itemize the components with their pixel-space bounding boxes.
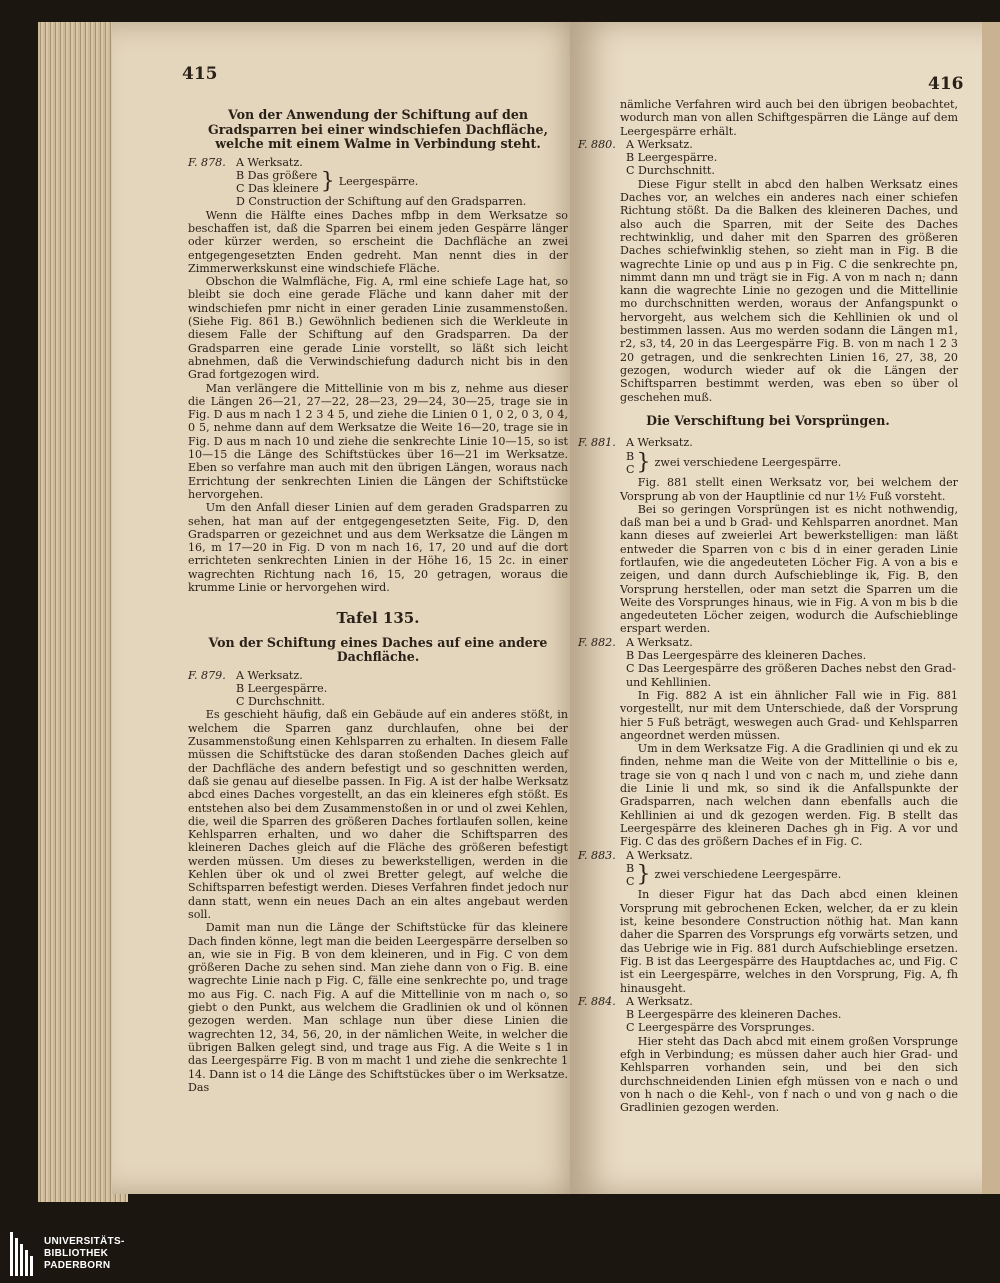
figure-883-entry: [578, 849, 958, 862]
section-title: Von der Anwendung der Schiftung auf den Gradsparren bei einer windschiefen Dachfläche, welche mit einem Walme in Verbindung steht.: [208, 107, 548, 151]
paragraph: Um in dem Werksatze Fig. A die Gradlinien qi und ek zu finden, nehme man die Weite von der Mittellinie o bis e, trage sie von q nach l und von c nach m, und ziehe dann die Linie li und mk, so sind ik die Anfallspunkte der Gradsparren, nach welchen dann ebenfalls auch die Kehllinien ai und dk gezogen werden. Fig. B stellt das Leergespärre des kleineren Daches gh in Fig. A vor und Fig. C das des größern Daches ef in Fig. C.: [620, 742, 958, 849]
figure-label: F. 878.: [188, 155, 226, 169]
figure-brace-group: [578, 862, 958, 889]
logo-line: UNIVERSITÄTS-: [44, 1236, 125, 1247]
figure-item: A Werksatz.: [626, 137, 693, 151]
figure-item: C Durchschnitt.: [626, 164, 715, 178]
page-number: 416: [928, 74, 964, 94]
figure-880-entry: [578, 138, 958, 151]
paragraph: Es geschieht häufig, daß ein Gebäude auf ein anderes stößt, in welchem die Sparren ganz durchlaufen, ohne bei der Zusammenstoßung einen Kehlsparren zu erhalten. In diesem Falle müssen die Schiftstücke des daran stoßenden Daches gleich auf der Dachfläche des andern befestigt und so geschnitten werden, daß sie genau auf dieselbe passen. In Fig. A ist der halbe Werksatz abcd eines Daches vorgestellt, an das ein kleineres efgh stößt. Es entstehen also bei dem Zusammenstoßen in or und ol zwei Kehlen, die, weil die Sparren des größeren Daches fortlaufen sollen, keine Kehlsparren erhalten, und wo daher die Schiftsparren des kleineren Daches gleich auf die Fläche des größeren befestigt werden müssen. Um dieses zu bewerkstelligen, werden in die Kehlen über ok und ol zwei Bretter gelegt, auf welche die Schiftsparren befestigt werden. Dieses Verfahren findet jedoch nur dann statt, wenn ein neues Dach an ein altes angebaut werden soll.: [188, 708, 568, 921]
figure-item: B Leergespärre des kleineren Daches.: [626, 1008, 842, 1022]
figure-878-entry: [188, 156, 568, 169]
library-logo-text: [44, 1236, 125, 1272]
paragraph: Wenn die Hälfte eines Daches mfbp in dem Werksatze so beschaffen ist, daß die Sparren bei einem jeden Gespärre länger oder kürzer werden, so erscheint die Dachfläche an zwei entgegengesetzten Enden gedreht. Man nennt dies in der Zimmerwerkskunst eine windschiefe Fläche.: [188, 208, 568, 275]
figure-brace-group: [578, 450, 958, 477]
logo-line: PADERBORN: [44, 1260, 111, 1271]
paragraph: Obschon die Walmfläche, Fig. A, rml eine schiefe Lage hat, so bleibt sie doch eine gerade Fläche und kann daher mit der windschiefen pmr nicht in einer geraden Linie zusammenstoßen. (Siehe Fig. 861 B.) Gewöhnlich bedienen sich die Werkleute in diesem Falle der Schiftung auf den Gradsparren. Da der Gradsparren eine gerade Linie vorstellt, so läßt sich leicht abnehmen, daß die Verwindschiefung dadurch nicht bis in den Grad fortgezogen wird.: [188, 275, 568, 382]
figure-item: C Das Leergespärre des größeren Daches nebst den Grad- und Kehllinien.: [626, 662, 956, 689]
paragraph: Bei so geringen Vorsprüngen ist es nicht nothwendig, daß man bei a und b Grad- und Kehlsparren anordnet. Man kann dieses auf zweierlei Art bewerkstelligen: man läßt entweder die Sparren von c bis d in einer geraden Linie fortlaufen, wie die angedeuteten Löcher Fig. A von a bis e zeigen, und dann durch Aufschieblinge ik, Fig. B, den Vorsprung herstellen, oder man setzt die Sparren um die Weite des Vorsprunges hinaus, wie in Fig. A von m bis b die angedeuteten Löcher zeigen, wodurch die Aufschieblinge erspart werden.: [620, 502, 958, 636]
right-page: [570, 22, 992, 1194]
brace-label: zwei verschiedene Leergespärre.: [654, 456, 842, 470]
brace-symbol: }: [636, 449, 651, 475]
figure-item: C Das kleinere: [236, 182, 319, 196]
figure-884-entry: [578, 995, 958, 1008]
figure-item: A Werksatz.: [626, 635, 693, 649]
paragraph: Fig. 881 stellt einen Werksatz vor, bei welchem der Vorsprung ab von der Hauptlinie cd nur 1½ Fuß vorsteht.: [620, 476, 958, 503]
figure-879-entry: [188, 669, 568, 682]
figure-item: B: [626, 861, 635, 875]
right-column: [578, 98, 958, 1114]
figure-brace-group: [188, 169, 568, 196]
paragraph: In dieser Figur hat das Dach abcd einen kleinen Vorsprung mit gebrochenen Ecken, welcher, da er zu klein ist, keine besondere Construction nöthig hat. Man kann daher die Sparren des Vorsprungs efg vorwärts setzen, und das Uebrige wie in Fig. 881 durch Aufschieblinge ersetzen. Fig. B ist das Leergespärre des Hauptdaches ac, und Fig. C ist ein Leergespärre, welches in den Vorsprung, Fig. A, fh hinausgeht.: [620, 888, 958, 995]
left-column: [188, 104, 568, 1094]
figure-label: F. 881.: [578, 436, 616, 450]
paragraph: nämliche Verfahren wird auch bei den übrigen beobachtet, wodurch man von allen Schiftgespärren die Länge auf dem Leergespärre erhält.: [620, 98, 958, 138]
figure-item: B: [626, 449, 635, 463]
figure-882-entry: [578, 636, 958, 649]
figure-item: B Leergespärre.: [236, 681, 328, 695]
brace-symbol: }: [636, 862, 651, 888]
figure-item: B Das größere: [236, 168, 318, 182]
figure-item: B Das Leergespärre des kleineren Daches.: [626, 649, 867, 663]
paragraph: Hier steht das Dach abcd mit einem großen Vorsprunge efgh in Verbindung; es müssen daher auch hier Grad- und Kehlsparren vorhanden sein, und bei den sich durchschneidenden Linien efgh müssen von e nach o und von h nach o die Kehl-, von f nach o und von g nach o die Gradlinien gezogen werden.: [620, 1034, 958, 1115]
figure-item: A Werksatz.: [626, 436, 693, 450]
figure-item: A Werksatz.: [626, 994, 693, 1008]
paragraph: Damit man nun die Länge der Schiftstücke für das kleinere Dach finden könne, legt man die beiden Leergespärre derselben so an, wie sie in Fig. B von dem kleineren, und in Fig. C von dem größeren Dache zu sehen sind. Man ziehe dann von o Fig. B. eine wagrechte Linie nach p Fig. C, fälle eine senkrechte po, und trage mo aus Fig. C. nach Fig. A auf die Mittellinie von m nach o, so giebt o den Punkt, aus welchem die Gradlinien ok und ol können gezogen werden. Man schlage nun über diese Linien die wagrechten 12, 34, 56, 20, in der nämlichen Weite, in welcher die übrigen Balken gelegt sind, und trage aus Fig. A die Weite s 1 in das Leergespärre Fig. B von m macht 1 und ziehe die senkrechte 1 14. Dann ist o 14 die Länge des Schiftstückes über o im Werksatze. Das: [188, 921, 568, 1094]
library-logo: [10, 1232, 125, 1276]
brace-symbol: }: [320, 169, 335, 195]
logo-line: BIBLIOTHEK: [44, 1248, 109, 1259]
figure-881-entry: [578, 436, 958, 449]
section-title: Von der Schiftung eines Daches auf eine andere Dachfläche.: [208, 634, 548, 665]
figure-item: A Werksatz.: [236, 155, 303, 169]
paragraph: Diese Figur stellt in abcd den halben Werksatz eines Daches vor, an welches ein anderes nach einer schiefen Richtung stößt. Da die Balken des kleineren Daches, und also auch die Sparren, mit der Seite des Daches rechtwinklig, und daher mit den Sparren des größeren Daches schiefwinklig stehen, so zieht man in Fig. B die wagrechte Linie op und aus p in Fig. C die senkrechte pn, nimmt dann mn und trägt sie in Fig. A von m nach n; dann kann die wagrechte Linie no gezogen und die Mittellinie mo durchschnitten werden, woraus der Anfangspunkt o hervorgeht, aus welchem sich die Kehllinien ok und ol bestimmen lassen. Aus mo werden sodann die Längen m1, r2, s3, t4, 20 in das Leergespärre Fig. B. von m nach 1 2 3 20 getragen, und die senkrechten Linien 16, 27, 38, 20 gezogen, wodurch wieder auf ok die Längen der Schiftsparren bestimmt werden, was eben so über ol geschehen muß.: [620, 177, 958, 404]
book-edge-right: [982, 22, 1000, 1194]
figure-item: C Leergespärre des Vorsprunges.: [626, 1021, 815, 1035]
plate-title: Tafel 135.: [336, 609, 420, 628]
paragraph: Um den Anfall dieser Linien auf dem geraden Gradsparren zu sehen, hat man auf der entgegengesetzten Seite, Fig. D, den Gradsparren or gezeichnet und aus dem Werksatze die Längen m 16, m 17—20 in Fig. D von m nach 16, 17, 20 und auf die dort errichteten senkrechten Linien in der Höhe 16, 15 2c. in einer wagrechten Richtung nach 16, 15, 20 getragen, woraus die krumme Linie or hervorgehen wird.: [188, 501, 568, 594]
figure-item: D Construction der Schiftung auf den Gradsparren.: [236, 195, 527, 209]
figure-item: A Werksatz.: [236, 668, 303, 682]
figure-label: F. 880.: [578, 137, 616, 151]
figure-item: C: [626, 462, 635, 476]
figure-label: F. 883.: [578, 848, 616, 862]
left-page: [112, 22, 584, 1194]
figure-item: C: [626, 875, 635, 889]
figure-label: F. 879.: [188, 668, 226, 682]
figure-item: A Werksatz.: [626, 848, 693, 862]
section-title: Die Verschiftung bei Vorsprüngen.: [646, 412, 890, 428]
paragraph: Man verlängere die Mittellinie von m bis z, nehme aus dieser die Längen 26—21, 27—22, 28—23, 29—24, 30—25, trage sie in Fig. D aus m nach 1 2 3 4 5, und ziehe die Linien 0 1, 0 2, 0 3, 0 4, 0 5, nehme dann auf dem Werksatze die Weite 16—20, trage sie in Fig. D aus m nach 10 und ziehe die senkrechte Linie 10—15, so ist 10—15 die Länge des Schiftstückes über 16—21 im Werksatze. Eben so verfahre man auch mit den übrigen Längen, woraus nach Errichtung der senkrechten Linien die Längen der Schiftstücke hervorgehen.: [188, 381, 568, 501]
page-number: 415: [182, 64, 218, 84]
figure-item: C Durchschnitt.: [236, 695, 325, 709]
brace-label: zwei verschiedene Leergespärre.: [654, 868, 842, 882]
figure-item: B Leergespärre.: [626, 151, 718, 165]
figure-label: F. 882.: [578, 635, 616, 649]
library-logo-icon: [10, 1232, 36, 1276]
figure-label: F. 884.: [578, 994, 616, 1008]
brace-label: Leergespärre.: [338, 175, 419, 189]
paragraph: In Fig. 882 A ist ein ähnlicher Fall wie in Fig. 881 vorgestellt, nur mit dem Unterschiede, daß der Vorsprung hier 5 Fuß beträgt, weswegen auch Grad- und Kehlsparren angeordnet werden müssen.: [620, 688, 958, 742]
